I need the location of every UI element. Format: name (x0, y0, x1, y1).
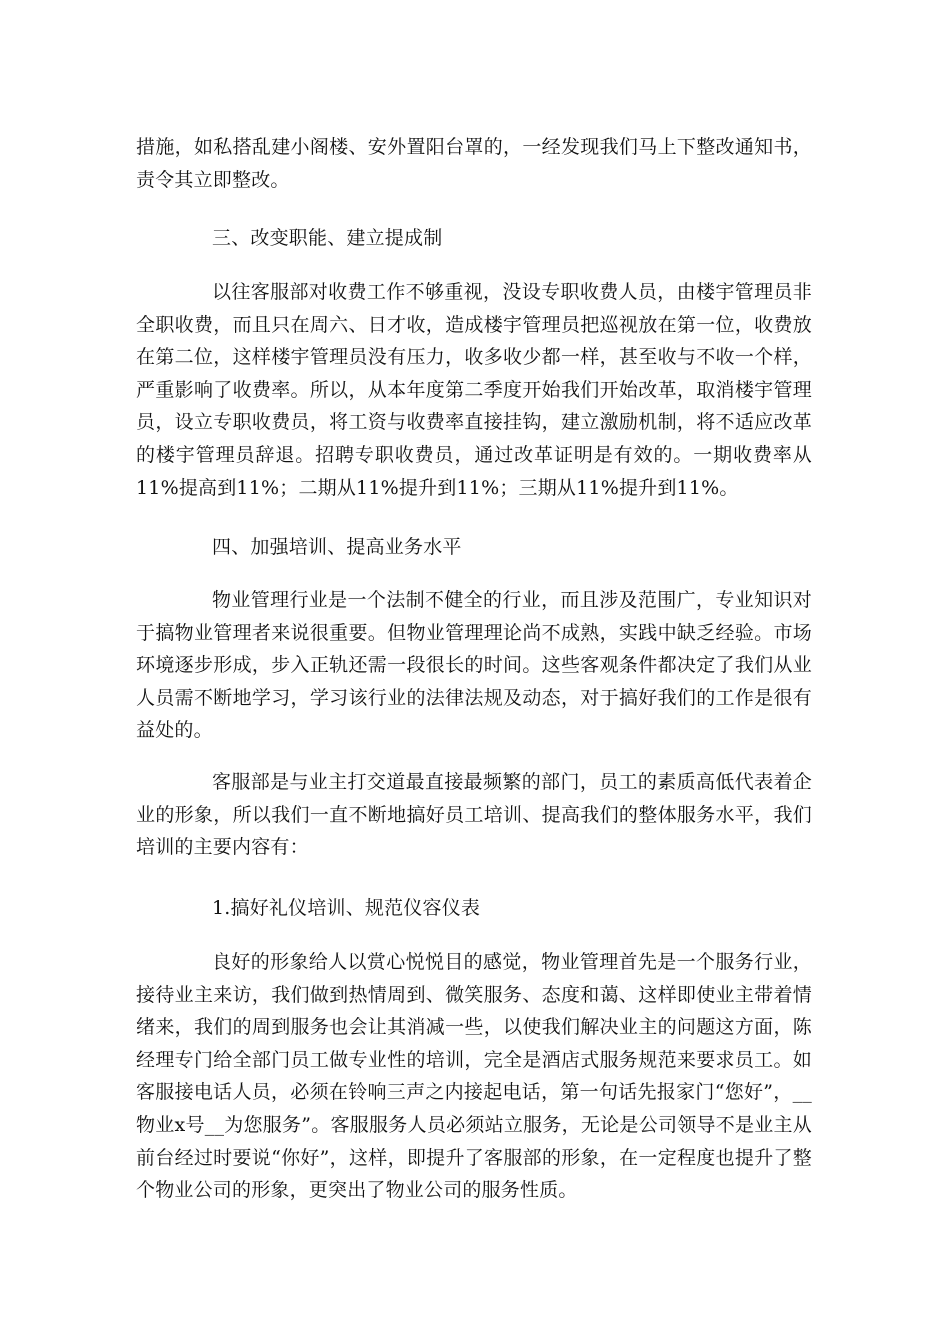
section-heading-3 (136, 222, 812, 255)
paragraph-block-service-dept (136, 766, 812, 864)
paragraph-continuation (136, 131, 812, 196)
heading-training: 四、加强培训、提高业务水平 (212, 536, 462, 558)
paragraph-image: 良好的形象给人以赏心悦悦目的感觉，物业管理首先是一个服务行业，接待业主来访，我们做到热情周到、微笑服务、态度和蔼、这样即使业主带着情绪来，我们的周到服务也会让其消减一些，以使我们解决业主的问题这方面，陈经理专门给全部门员工做专业性的培训，完全是酒店式服务规范来要求员工。如客服接电话人员，必须在铃响三声之内接起电话，第一句话先报家门“您好”，__物业x号__为您服务”。客服服务人员必须站立服务，无论是公司领导不是业主从前台经过时要说“你好”，这样，即提升了客服部的形象，在一定程度也提升了整个物业公司的形象，更突出了物业公司的服务性质。 (136, 951, 812, 1202)
section-heading-4 (136, 531, 812, 564)
paragraph-industry: 物业管理行业是一个法制不健全的行业，而且涉及范围广，专业知识对于搞物业管理者来说很重要。但物业管理理论尚不成熟，实践中缺乏经验。市场环境逐步形成，步入正轨还需一段很长的时间。这些客观条件都决定了我们从业人员需不断地学习，学习该行业的法律法规及动态，对于搞好我们的工作是很有益处的。 (136, 589, 812, 742)
paragraph-block-industry (136, 584, 812, 747)
heading-etiquette: 1.搞好礼仪培训、规范仪容仪表 (212, 897, 481, 919)
paragraph-service-dept: 客服部是与业主打交道最直接最频繁的部门，员工的素质高低代表着企业的形象，所以我们一直不断地搞好员工培训、提高我们的整体服务水平，我们培训的主要内容有： (136, 771, 812, 859)
heading-change-functions: 三、改变职能、建立提成制 (212, 227, 443, 249)
paragraph-fees: 以往客服部对收费工作不够重视，没设专职收费人员，由楼宇管理员非全职收费，而且只在周六、日才收，造成楼宇管理员把巡视放在第一位，收费放在第二位，这样楼宇管理员没有压力，收多收少都一样，甚至收与不收一个样，严重影响了收费率。所以，从本年度第二季度开始我们开始改革，取消楼宇管理员，设立专职收费员，将工资与收费率直接挂钩，建立激励机制，将不适应改革的楼宇管理员辞退。招聘专职收费员，通过改革证明是有效的。一期收费率从11%提高到11%；二期从11%提升到11%；三期从11%提升到11%。 (136, 281, 812, 499)
paragraph-block-image (136, 946, 812, 1207)
paragraph-block-fees (136, 276, 812, 504)
subheading-etiquette (136, 892, 812, 925)
paragraph-1: 措施，如私搭乱建小阁楼、安外置阳台罩的，一经发现我们马上下整改通知书，责令其立即整改。 (136, 136, 812, 191)
